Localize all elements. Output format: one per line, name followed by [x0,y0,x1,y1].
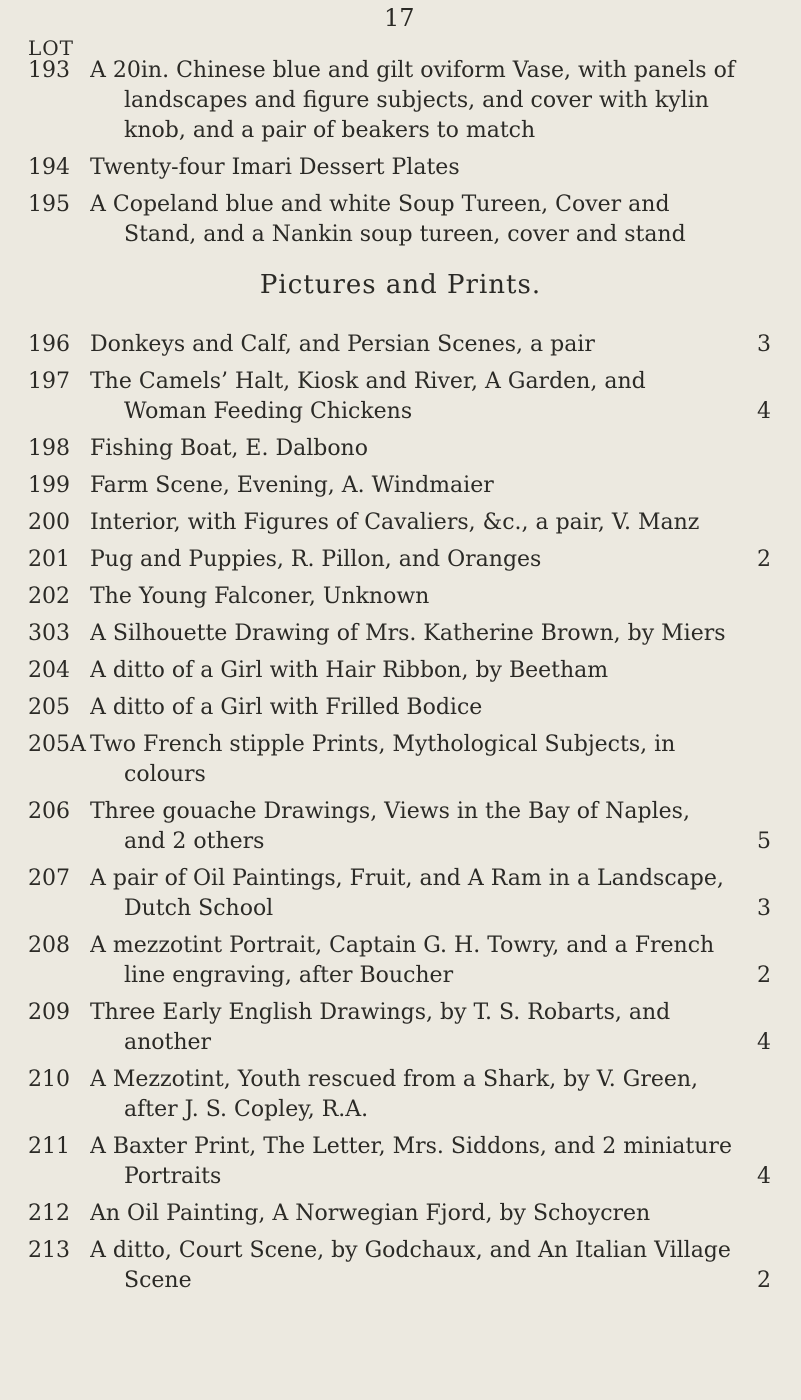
lot-number: 199 [28,473,70,498]
lot-description-line: A pair of Oil Paintings, Fruit, and A Ram in a Landscape, [90,866,724,891]
lot-description-line: Fishing Boat, E. Dalbono [90,436,368,461]
lot-number: 200 [28,510,70,535]
lot-number: 198 [28,436,70,461]
lot-number: 212 [28,1201,70,1226]
lot-quantity: 2 [757,547,771,572]
lot-description-line: A Baxter Print, The Letter, Mrs. Siddons, and 2 miniature [90,1134,732,1159]
lot-entry [28,656,779,686]
lot-description-line: Farm Scene, Evening, A. Windmaier [90,473,494,498]
lot-quantity: 4 [757,399,771,424]
lot-entry [28,471,779,501]
lot-entry [28,367,779,427]
lot-description-line: knob, and a pair of beakers to match [124,118,536,143]
lot-description-line: A mezzotint Portrait, Captain G. H. Towry, and a French [90,933,715,958]
lot-quantity: 5 [757,829,771,854]
lot-description-line: A ditto of a Girl with Frilled Bodice [90,695,483,720]
lot-entry [28,508,779,538]
lot-number: 209 [28,1000,70,1025]
lot-description-line: Two French stipple Prints, Mythological Subjects, in [90,732,676,757]
lot-entry [28,1236,779,1296]
lot-description-line: Donkeys and Calf, and Persian Scenes, a pair [90,332,595,357]
lot-quantity: 4 [757,1164,771,1189]
lot-entry [28,693,779,723]
lot-entry [28,56,779,146]
lot-entry [28,931,779,991]
lot-quantity: 3 [757,896,771,921]
lot-description-line: Pug and Puppies, R. Pillon, and Oranges [90,547,542,572]
lot-number: 197 [28,369,70,394]
lot-description-line: Interior, with Figures of Cavaliers, &c., a pair, V. Manz [90,510,700,535]
lot-entry [28,998,779,1058]
lot-number: 205 [28,695,70,720]
lot-number: 206 [28,799,70,824]
lot-number: 211 [28,1134,70,1159]
lot-description-line: Three Early English Drawings, by T. S. Robarts, and [90,1000,671,1025]
lot-entry [28,619,779,649]
lot-description-line: A ditto of a Girl with Hair Ribbon, by Beetham [90,658,609,683]
lot-description-line: colours [124,762,206,787]
lot-number: 208 [28,933,70,958]
lot-description-line: A 20in. Chinese blue and gilt oviform Vase, with panels of [90,58,735,83]
lot-entry [28,730,779,790]
lot-entry [28,434,779,464]
lot-description-line: An Oil Painting, A Norwegian Fjord, by Schoycren [90,1201,651,1226]
lot-description-line: Stand, and a Nankin soup tureen, cover and stand [124,222,686,247]
lot-entry [28,330,779,360]
lot-number: 201 [28,547,70,572]
lot-number: 202 [28,584,70,609]
lot-number: 303 [28,621,70,646]
lot-entry [28,1132,779,1192]
lot-description-line: A ditto, Court Scene, by Godchaux, and An Italian Village [90,1238,731,1263]
lot-description-line: The Young Falconer, Unknown [90,584,430,609]
lot-description-line: after J. S. Copley, R.A. [124,1097,369,1122]
lot-number: 195 [28,192,70,217]
lot-number: 204 [28,658,70,683]
lot-quantity: 3 [757,332,771,357]
lot-description-line: A Mezzotint, Youth rescued from a Shark, by V. Green, [90,1067,699,1092]
lot-entry [28,1199,779,1229]
lot-number: 205A [28,732,86,757]
lot-number: 196 [28,332,70,357]
lot-description-line: landscapes and figure subjects, and cover with kylin [124,88,709,113]
lot-entry [28,153,779,183]
lot-description-line: line engraving, after Boucher [124,963,454,988]
lot-description-line: Three gouache Drawings, Views in the Bay of Naples, [90,799,690,824]
lot-entry [28,545,779,575]
lot-number: 207 [28,866,70,891]
lot-entry [28,190,779,250]
lot-number: 210 [28,1067,70,1092]
lot-description-line: Scene [124,1268,192,1293]
section-title: Pictures and Prints. [259,270,542,300]
lot-quantity: 2 [757,963,771,988]
lot-column-header: LOT [28,36,75,60]
lot-entry [28,797,779,857]
lot-description-line: A Copeland blue and white Soup Tureen, Cover and [90,192,670,217]
lot-description-line: Twenty-four Imari Dessert Plates [90,155,460,180]
lot-description-line: another [124,1030,212,1055]
lot-number: 193 [28,58,70,83]
lot-entry [28,582,779,612]
lot-description-line: and 2 others [124,829,265,854]
lot-description-line: The Camels’ Halt, Kiosk and River, A Garden, and [90,369,646,394]
lot-description-line: A Silhouette Drawing of Mrs. Katherine Brown, by Miers [90,621,726,646]
lot-description-line: Dutch School [124,896,274,921]
lot-description-line: Woman Feeding Chickens [124,399,413,424]
lot-quantity: 4 [757,1030,771,1055]
lot-quantity: 2 [757,1268,771,1293]
lot-number: 213 [28,1238,70,1263]
lot-entry [28,1065,779,1125]
lot-entry [28,864,779,924]
lot-description-line: Portraits [124,1164,222,1189]
page-number: 17 [384,4,415,32]
lot-number: 194 [28,155,70,180]
